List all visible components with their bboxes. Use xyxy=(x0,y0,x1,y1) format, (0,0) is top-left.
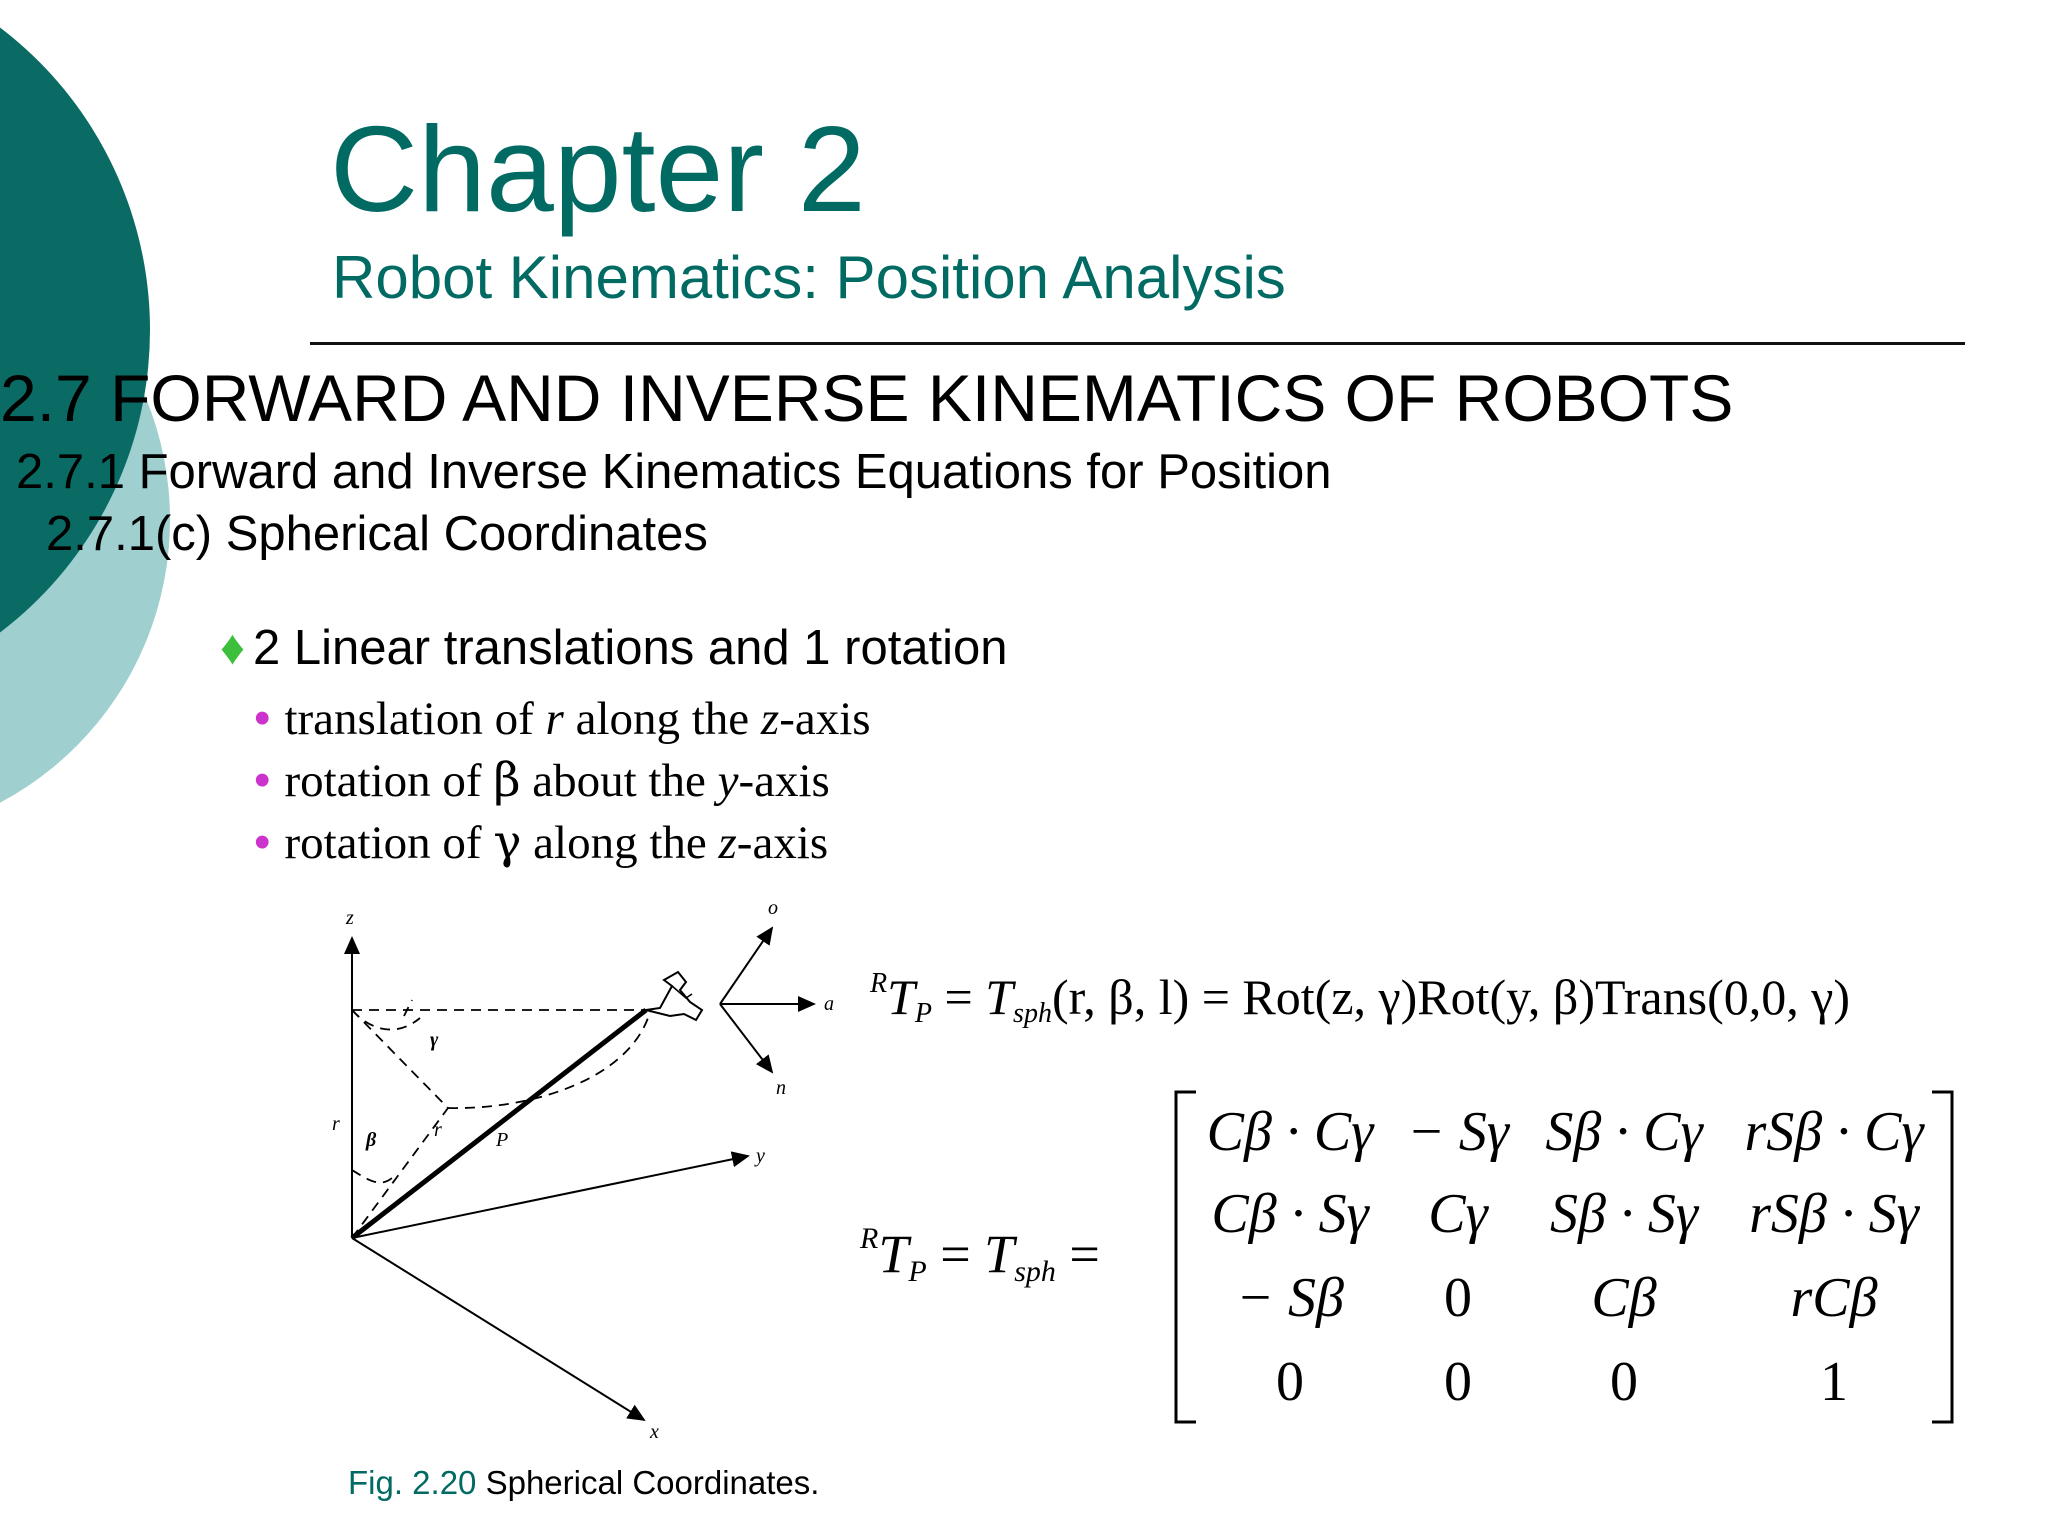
page-title: Chapter 2 xyxy=(330,101,866,237)
matrix-cell: Cβ · Cγ xyxy=(1206,1101,1374,1163)
matrix-cell: Sβ · Cγ xyxy=(1545,1101,1703,1163)
matrix-cell: 0 xyxy=(1276,1351,1304,1413)
spherical-coordinates-figure xyxy=(300,890,880,1450)
label-r-left: r xyxy=(332,1113,340,1135)
matrix-left-bracket xyxy=(1176,1092,1196,1422)
o-axis xyxy=(720,928,772,1004)
subsection-heading: 2.7.1 Forward and Inverse Kinematics Equations for Position xyxy=(16,445,1332,499)
robot-arm xyxy=(352,1010,646,1238)
sub-bullet-3: • rotation of γ along the z-axis xyxy=(254,815,829,870)
label-z: z xyxy=(346,907,354,929)
main-bullet xyxy=(220,621,1008,675)
matrix-cell: 0 xyxy=(1610,1351,1638,1413)
equation-2-lhs: $^R$TP = Tsph = xyxy=(860,1222,1100,1288)
matrix-cell: Sβ · Sγ xyxy=(1550,1183,1698,1245)
n-axis xyxy=(720,1004,772,1072)
label-o: o xyxy=(768,897,778,919)
matrix xyxy=(1207,1101,1926,1413)
dot-bullet-icon: • xyxy=(254,753,271,806)
x-axis xyxy=(352,1238,644,1420)
section-heading: 2.7 FORWARD AND INVERSE KINEMATICS OF ROBOTS xyxy=(0,361,1734,435)
gripper-icon xyxy=(646,972,702,1020)
matrix-cell: rSβ · Sγ xyxy=(1749,1183,1919,1245)
matrix-cell: − Sβ xyxy=(1236,1267,1344,1329)
matrix-cell: Cγ xyxy=(1428,1183,1488,1245)
label-a: a xyxy=(824,993,834,1015)
dot-bullet-icon: • xyxy=(254,815,271,868)
matrix-cell: 1 xyxy=(1820,1351,1848,1413)
subsubsection-heading: 2.7.1(c) Spherical Coordinates xyxy=(46,507,708,561)
dot-bullet-icon: • xyxy=(254,691,271,744)
label-P: P xyxy=(496,1129,509,1151)
matrix-cell: 0 xyxy=(1444,1351,1472,1413)
label-y: y xyxy=(756,1145,765,1167)
label-gamma: γ xyxy=(430,1029,439,1051)
label-r-inner: r xyxy=(434,1119,442,1141)
matrix-cell: Cβ · Sγ xyxy=(1211,1183,1369,1245)
label-x: x xyxy=(650,1421,659,1443)
title-divider xyxy=(310,342,1965,345)
matrix-cell: 0 xyxy=(1444,1267,1472,1329)
y-axis xyxy=(352,1156,748,1238)
sub-bullet-1: • translation of r along the z-axis xyxy=(254,691,871,745)
label-n: n xyxy=(776,1077,786,1099)
caption-number: Fig. 2.20 xyxy=(348,1464,477,1501)
figure-caption xyxy=(348,1464,819,1502)
label-beta: β xyxy=(366,1129,377,1151)
main-bullet-text: 2 Linear translations and 1 rotation xyxy=(253,621,1008,675)
matrix-cell: rCβ xyxy=(1790,1267,1878,1329)
page-subtitle: Robot Kinematics: Position Analysis xyxy=(332,244,1286,311)
caption-text: Spherical Coordinates. xyxy=(476,1464,820,1501)
diamond-bullet-icon: ♦ xyxy=(220,621,246,675)
equations xyxy=(860,940,2020,1460)
matrix-cell: − Sγ xyxy=(1407,1101,1509,1163)
sub-bullet-2: • rotation of β about the y-axis xyxy=(254,753,830,808)
matrix-cell: Cβ xyxy=(1591,1267,1657,1329)
matrix-right-bracket xyxy=(1932,1092,1952,1422)
equation-1: $^R$TP = Tsph(r, β, l) = Rot(z, γ)Rot(y, β)Trans(0,0, γ) xyxy=(870,968,1850,1029)
matrix-cell: rSβ · Cγ xyxy=(1744,1101,1924,1163)
